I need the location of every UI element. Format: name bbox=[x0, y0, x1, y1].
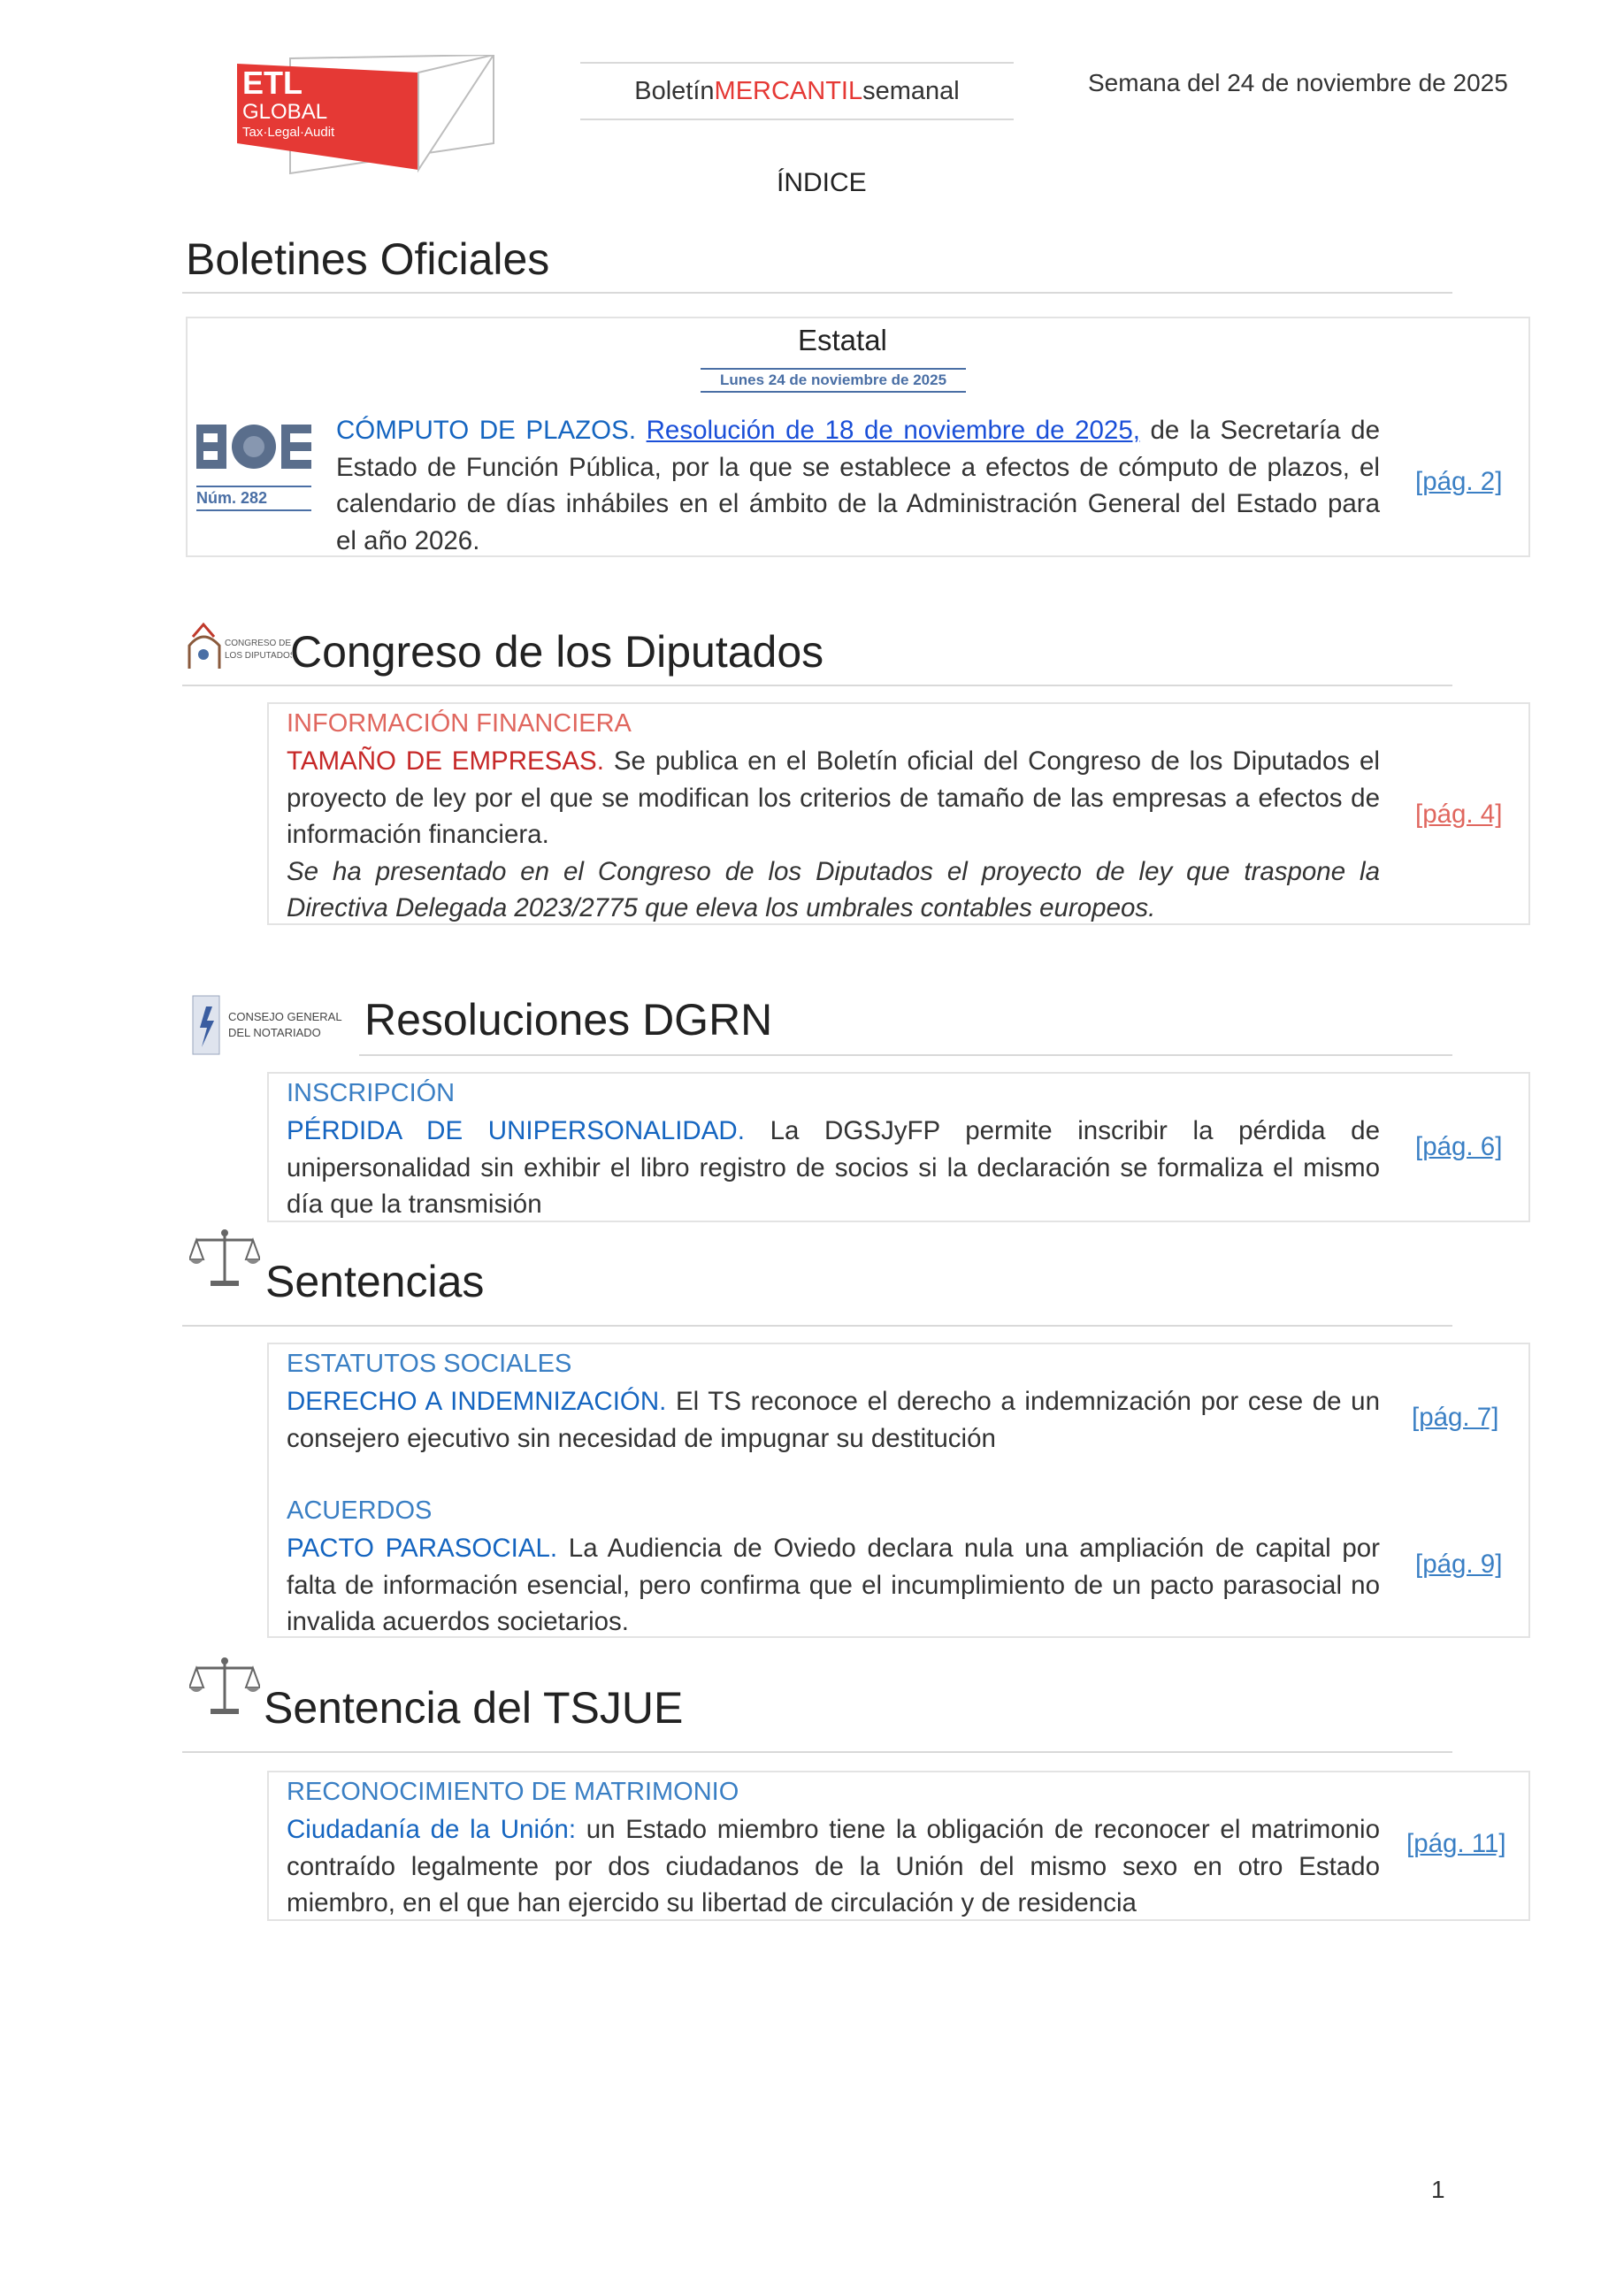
dgrn-category: INSCRIPCIÓN bbox=[287, 1079, 456, 1107]
notariado-logo bbox=[189, 992, 349, 1060]
sentencias-entry-2-text bbox=[287, 1530, 1380, 1641]
scales-of-justice-icon bbox=[189, 1656, 260, 1718]
boe-page-link[interactable]: [pág. 2] bbox=[1415, 467, 1503, 496]
dgrn-page-link[interactable]: [pág. 6] bbox=[1415, 1132, 1503, 1161]
boe-entry-line4: el año 2026. bbox=[336, 525, 480, 555]
section-divider bbox=[182, 292, 1452, 294]
sentencias-entry-2-body: La Audiencia de Oviedo declara nula una ampliación de capital por falta de información esencial, pero confirma que el incumplimiento de un pacto parasocial no invalida acuerdos societarios. bbox=[287, 1534, 1381, 1636]
etl-global-logo bbox=[237, 55, 502, 179]
section-title-sentencias: Sentencias bbox=[265, 1257, 485, 1306]
dgrn-entry-text bbox=[287, 1113, 1380, 1223]
boe-entry-box bbox=[186, 317, 1530, 557]
section-title-boletines: Boletines Oficiales bbox=[186, 234, 550, 284]
sentencias-page-link-1[interactable]: [pág. 7] bbox=[1412, 1403, 1499, 1432]
sentencias-entry-1-heading: DERECHO A INDEMNIZACIÓN. bbox=[287, 1387, 667, 1416]
congreso-logo bbox=[186, 619, 292, 670]
congreso-page-link[interactable]: [pág. 4] bbox=[1415, 800, 1503, 829]
section-title-tsjue: Sentencia del TSJUE bbox=[264, 1683, 684, 1733]
congreso-logo-text-2: LOS DIPUTADOS bbox=[225, 651, 292, 661]
boe-number: Núm. 282 bbox=[196, 486, 311, 511]
scales-of-justice-icon bbox=[189, 1228, 260, 1290]
sentencias-category-1: ESTATUTOS SOCIALES bbox=[287, 1350, 572, 1378]
section-title-congreso: Congreso de los Diputados bbox=[290, 627, 824, 677]
boe-entry-line1: CÓMPUTO DE PLAZOS. Resolución de 18 de noviembre de 2025, de la Secretaría de bbox=[336, 416, 1380, 445]
boe-entry-heading: CÓMPUTO DE PLAZOS bbox=[336, 416, 629, 445]
tsjue-page-link[interactable]: [pág. 11] bbox=[1406, 1829, 1506, 1858]
notariado-logo-text-1: CONSEJO GENERAL bbox=[228, 1010, 342, 1023]
dgrn-entry-heading: PÉRDIDA DE UNIPERSONALIDAD. bbox=[287, 1116, 745, 1145]
dgrn-entry-body: La DGSJyFP permite inscribir la pérdida de unipersonalidad sin exhibir el libro registro de socios si la declaración se formaliza el mismo día que la transmisión bbox=[287, 1116, 1380, 1219]
section-divider bbox=[359, 1054, 1452, 1056]
boe-line1-rest: de la Secretaría de bbox=[1150, 416, 1380, 445]
boe-entry-line2: Estado de Función Pública, por la que se establece a efectos de cómputo de plazos, el bbox=[336, 452, 1380, 482]
sentencias-entry-box bbox=[267, 1343, 1530, 1638]
estatal-label: Estatal bbox=[798, 324, 887, 356]
congreso-entry-box bbox=[267, 702, 1530, 925]
boe-date-banner: Lunes 24 de noviembre de 2025 bbox=[701, 368, 966, 393]
boe-resolution-link[interactable]: Resolución de 18 de noviembre de 2025, bbox=[646, 416, 1140, 445]
congreso-category: INFORMACIÓN FINANCIERA bbox=[287, 709, 632, 738]
section-divider bbox=[182, 685, 1452, 686]
index-heading: ÍNDICE bbox=[777, 168, 867, 197]
week-label: Semana del 24 de noviembre de 2025 bbox=[1088, 69, 1508, 96]
notariado-logo-text-2: DEL NOTARIADO bbox=[228, 1026, 321, 1039]
congreso-entry-text: TAMAÑO DE EMPRESAS. Se publica en el Boletín oficial del Congreso de los Diputados el proyecto de ley por el que se modifican los criterios de tamaño de las empresas a efectos de información financiera. Se ha presentado en el Congreso de los Diputados el proyecto de ley que traspone la Directiva Delegada 2023/2775 que eleva los umbrales contables europeos. bbox=[287, 743, 1380, 927]
tsjue-category: RECONOCIMIENTO DE MATRIMONIO bbox=[287, 1778, 739, 1806]
sentencias-entry-1-body: El TS reconoce el derecho a indemnización por cese de un consejero ejecutivo sin necesidad de impugnar su destitución bbox=[287, 1387, 1380, 1453]
sentencias-page-link-2[interactable]: [pág. 9] bbox=[1415, 1550, 1503, 1579]
boe-entry-line3: calendario de días inhábiles en el ámbito de la Administración General del Estado para bbox=[336, 489, 1380, 518]
section-title-dgrn: Resoluciones DGRN bbox=[364, 995, 773, 1045]
section-divider bbox=[182, 1751, 1452, 1753]
sentencias-entry-1-text bbox=[287, 1383, 1380, 1457]
tsjue-entry-text bbox=[287, 1811, 1380, 1922]
tsjue-entry-box bbox=[267, 1771, 1530, 1921]
logo-main-text: ETL bbox=[242, 65, 303, 101]
page-number: 1 bbox=[1431, 2176, 1445, 2203]
logo-tag-text: Tax·Legal·Audit bbox=[242, 125, 335, 140]
boletin-title-mercantil: MERCANTIL bbox=[714, 76, 863, 105]
congreso-entry-heading: TAMAÑO DE EMPRESAS bbox=[287, 746, 597, 776]
sentencias-category-2: ACUERDOS bbox=[287, 1496, 433, 1525]
congreso-entry-body: Se publica en el Boletín oficial del Congreso de los Diputados el proyecto de ley por el que se modifican los criterios de tamaño de las empresas a efectos de información financiera. bbox=[287, 746, 1380, 849]
logo-sub-text: GLOBAL bbox=[242, 100, 328, 124]
tsjue-entry-body: un Estado miembro tiene la obligación de reconocer el matrimonio contraído legalmente por dos ciudadanos de la Unión del mismo sexo en otro Estado miembro, en el que han ejercido su libertad de circulación y de residencia bbox=[287, 1815, 1380, 1917]
sentencias-entry-2-heading: PACTO PARASOCIAL. bbox=[287, 1534, 558, 1563]
congreso-entry-italic: Se ha presentado en el Congreso de los Diputados el proyecto de ley que traspone la Directiva Delegada 2023/2775 que eleva los umbrales contables europeos. bbox=[287, 856, 1380, 922]
boletin-title bbox=[580, 62, 1014, 120]
boe-entry-text bbox=[336, 412, 1380, 559]
dgrn-entry-box bbox=[267, 1072, 1530, 1222]
tsjue-entry-heading: Ciudadanía de la Unión: bbox=[287, 1815, 577, 1844]
boletin-title-pre: Boletín bbox=[634, 76, 715, 105]
congreso-logo-text-1: CONGRESO DE bbox=[225, 639, 292, 648]
boletin-title-post: semanal bbox=[862, 76, 960, 105]
boe-logo bbox=[196, 417, 311, 522]
section-divider bbox=[182, 1325, 1452, 1327]
